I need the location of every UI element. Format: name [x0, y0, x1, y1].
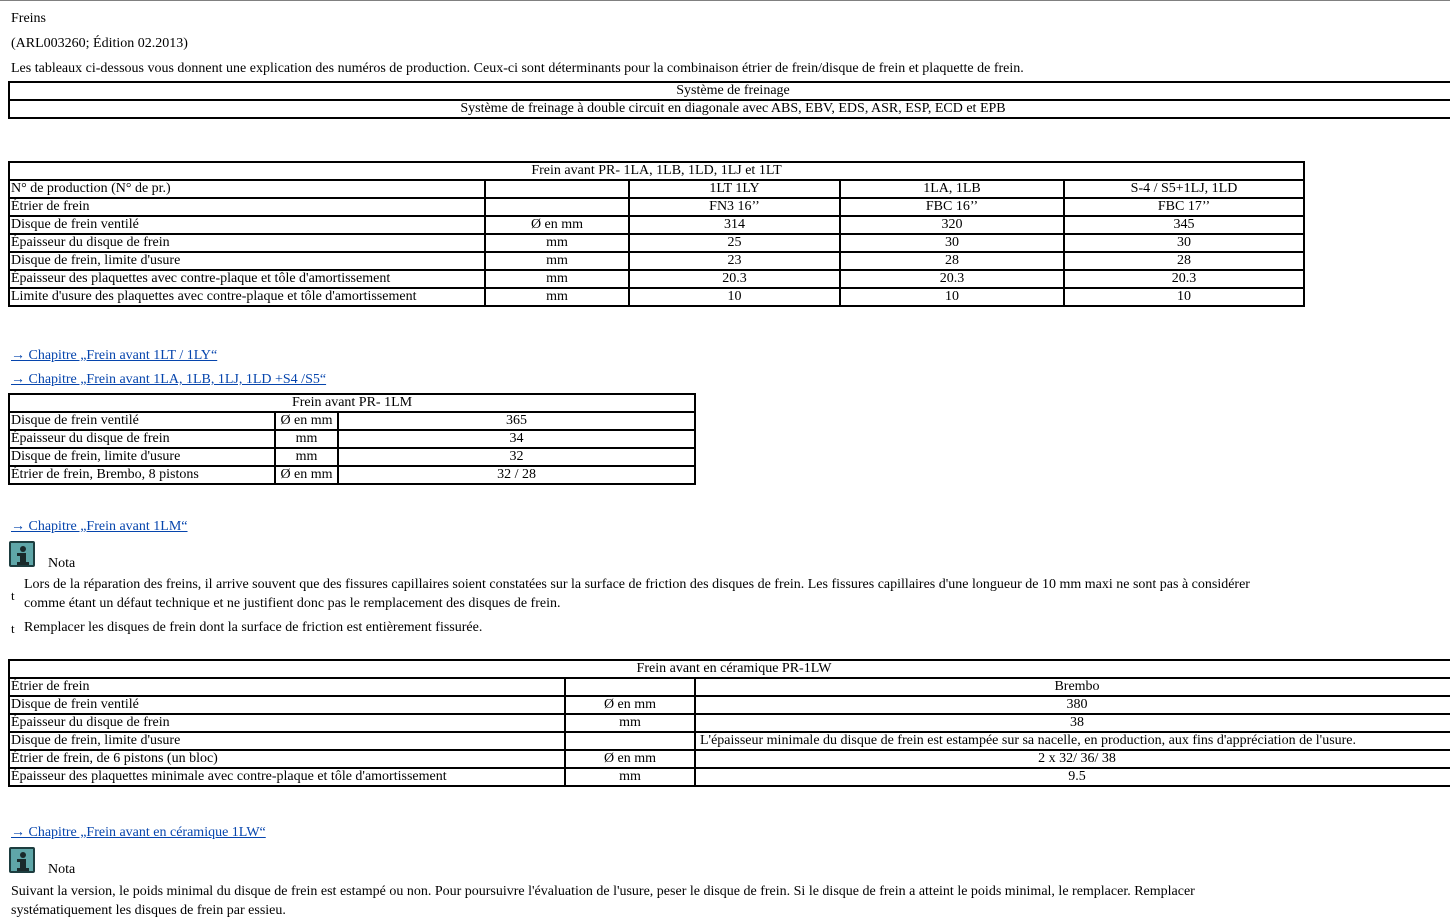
- table-row: [9, 252, 1304, 270]
- row-unit: Ø en mm: [275, 412, 338, 430]
- row-unit: [485, 180, 629, 198]
- row-value: 380: [695, 696, 1450, 714]
- row-value: 32 / 28: [338, 466, 695, 484]
- table-row: [9, 198, 1304, 216]
- row-label: Disque de frein ventilé: [9, 696, 565, 714]
- table-row: [9, 768, 1450, 786]
- link-chapter-1lt-1ly[interactable]: → Chapitre „Frein avant 1LT / 1LY“: [11, 348, 218, 363]
- row-value: FN3 16’’: [629, 198, 840, 216]
- row-value: 32: [338, 448, 695, 466]
- note-item-text: Lors de la réparation des freins, il arrive souvent que des fissures capillaires soient constatées sur la surface de friction des disques de frein. Les fissures capillaires d'une longueur de 10 mm maxi ne sont pas à considérer: [24, 577, 1250, 592]
- row-value: 30: [840, 234, 1064, 252]
- bullet-marker: t: [11, 621, 15, 636]
- link-chapter-ceramic-1lw[interactable]: → Chapitre „Frein avant en céramique 1LW“: [11, 825, 266, 840]
- table-row: [9, 696, 1450, 714]
- table-row: [9, 466, 695, 484]
- row-label: Épaisseur des plaquettes minimale avec contre-plaque et tôle d'amortissement: [9, 768, 565, 786]
- row-label: Épaisseur du disque de frein: [9, 430, 275, 448]
- row-label: Épaisseur des plaquettes avec contre-plaque et tôle d'amortissement: [9, 270, 485, 288]
- row-label: Disque de frein, limite d'usure: [9, 252, 485, 270]
- note-item-text-continued: comme étant un défaut technique et ne justifient donc pas le remplacement des disques de frein.: [24, 596, 561, 611]
- info-icon: [9, 541, 35, 567]
- row-value: FBC 16’’: [840, 198, 1064, 216]
- row-unit: mm: [275, 448, 338, 466]
- row-unit: mm: [485, 288, 629, 306]
- system-table-value: Système de freinage à double circuit en diagonale avec ABS, EBV, EDS, ASR, ESP, ECD et EPB: [9, 100, 1450, 118]
- row-value: 10: [629, 288, 840, 306]
- ceramic-brake-title: Frein avant en céramique PR-1LW: [9, 660, 1450, 678]
- row-label: Étrier de frein, Brembo, 8 pistons: [9, 466, 275, 484]
- row-unit: Ø en mm: [485, 216, 629, 234]
- table-row: [9, 412, 695, 430]
- row-unit: mm: [565, 714, 695, 732]
- table-row: [9, 430, 695, 448]
- row-value: 28: [1064, 252, 1304, 270]
- row-value: 20.3: [1064, 270, 1304, 288]
- row-unit: mm: [565, 768, 695, 786]
- front-brake-1lm-title: Frein avant PR- 1LM: [9, 394, 695, 412]
- table-row: [9, 448, 695, 466]
- front-brake-table-title: Frein avant PR- 1LA, 1LB, 1LD, 1LJ et 1LT: [9, 162, 1304, 180]
- row-value: 38: [695, 714, 1450, 732]
- table-row: [9, 678, 1450, 696]
- table-row: [9, 216, 1304, 234]
- row-unit: mm: [275, 430, 338, 448]
- system-table-title: Système de freinage: [9, 82, 1450, 100]
- table-row: [9, 288, 1304, 306]
- table-row: [9, 732, 1450, 750]
- row-value: 9.5: [695, 768, 1450, 786]
- front-brake-1lm-table: [8, 393, 696, 485]
- row-unit: [485, 198, 629, 216]
- row-value: 34: [338, 430, 695, 448]
- row-value: 20.3: [629, 270, 840, 288]
- row-value: 28: [840, 252, 1064, 270]
- row-value: 30: [1064, 234, 1304, 252]
- note-text-continued: systématiquement les disques de frein par essieu.: [11, 903, 286, 918]
- front-brake-table: [8, 161, 1305, 307]
- row-label: N° de production (N° de pr.): [9, 180, 485, 198]
- row-value: 365: [338, 412, 695, 430]
- page-title: Freins: [11, 11, 46, 26]
- row-label: Épaisseur du disque de frein: [9, 714, 565, 732]
- row-value: L'épaisseur minimale du disque de frein est estampée sur sa nacelle, en production, aux fins d'appréciation de l'usure.: [695, 732, 1450, 750]
- row-unit: [565, 678, 695, 696]
- link-chapter-1la-1lb[interactable]: → Chapitre „Frein avant 1LA, 1LB, 1LJ, 1LD +S4 /S5“: [11, 372, 327, 387]
- table-row: [9, 714, 1450, 732]
- row-unit: [565, 732, 695, 750]
- row-label: Disque de frein ventilé: [9, 216, 485, 234]
- row-label: Disque de frein, limite d'usure: [9, 732, 565, 750]
- intro-text: Les tableaux ci-dessous vous donnent une explication des numéros de production. Ceux-ci sont déterminants pour la combinaison étrier de frein/disque de frein et plaquette de frein.: [11, 61, 1024, 76]
- row-label: Épaisseur du disque de frein: [9, 234, 485, 252]
- note-item-text: Remplacer les disques de frein dont la surface de friction est entièrement fissurée.: [24, 620, 483, 635]
- link-chapter-1lm[interactable]: → Chapitre „Frein avant 1LM“: [11, 519, 188, 534]
- system-table: [8, 81, 1450, 119]
- row-value: 1LA, 1LB: [840, 180, 1064, 198]
- info-icon: [9, 847, 35, 873]
- row-label: Limite d'usure des plaquettes avec contre-plaque et tôle d'amortissement: [9, 288, 485, 306]
- row-value: 345: [1064, 216, 1304, 234]
- table-row: [9, 234, 1304, 252]
- row-unit: Ø en mm: [565, 696, 695, 714]
- row-value: 314: [629, 216, 840, 234]
- row-unit: mm: [485, 234, 629, 252]
- row-label: Étrier de frein, de 6 pistons (un bloc): [9, 750, 565, 768]
- row-label: Étrier de frein: [9, 678, 565, 696]
- note-label: Nota: [48, 556, 76, 571]
- row-value: FBC 17’’: [1064, 198, 1304, 216]
- row-value: S-4 / S5+1LJ, 1LD: [1064, 180, 1304, 198]
- row-value: Brembo: [695, 678, 1450, 696]
- row-value: 320: [840, 216, 1064, 234]
- row-unit: Ø en mm: [565, 750, 695, 768]
- row-unit: mm: [485, 252, 629, 270]
- ceramic-brake-table: [8, 659, 1450, 787]
- note-text: Suivant la version, le poids minimal du disque de frein est estampé ou non. Pour poursuivre l'évaluation de l'usure, peser le disque de frein. Si le disque de frein a atteint le poids minimal, le remplacer. Remplacer: [11, 884, 1195, 899]
- row-label: Disque de frein, limite d'usure: [9, 448, 275, 466]
- row-value: 25: [629, 234, 840, 252]
- row-value: 10: [840, 288, 1064, 306]
- table-row: [9, 270, 1304, 288]
- row-value: 10: [1064, 288, 1304, 306]
- document-reference: (ARL003260; Édition 02.2013): [11, 36, 188, 51]
- row-label: Disque de frein ventilé: [9, 412, 275, 430]
- row-unit: mm: [485, 270, 629, 288]
- row-label: Étrier de frein: [9, 198, 485, 216]
- row-unit: Ø en mm: [275, 466, 338, 484]
- row-value: 20.3: [840, 270, 1064, 288]
- note-label: Nota: [48, 862, 76, 877]
- row-value: 1LT 1LY: [629, 180, 840, 198]
- row-value: 23: [629, 252, 840, 270]
- table-row: [9, 750, 1450, 768]
- row-value: 2 x 32/ 36/ 38: [695, 750, 1450, 768]
- bullet-marker: t: [11, 588, 15, 603]
- table-row: [9, 180, 1304, 198]
